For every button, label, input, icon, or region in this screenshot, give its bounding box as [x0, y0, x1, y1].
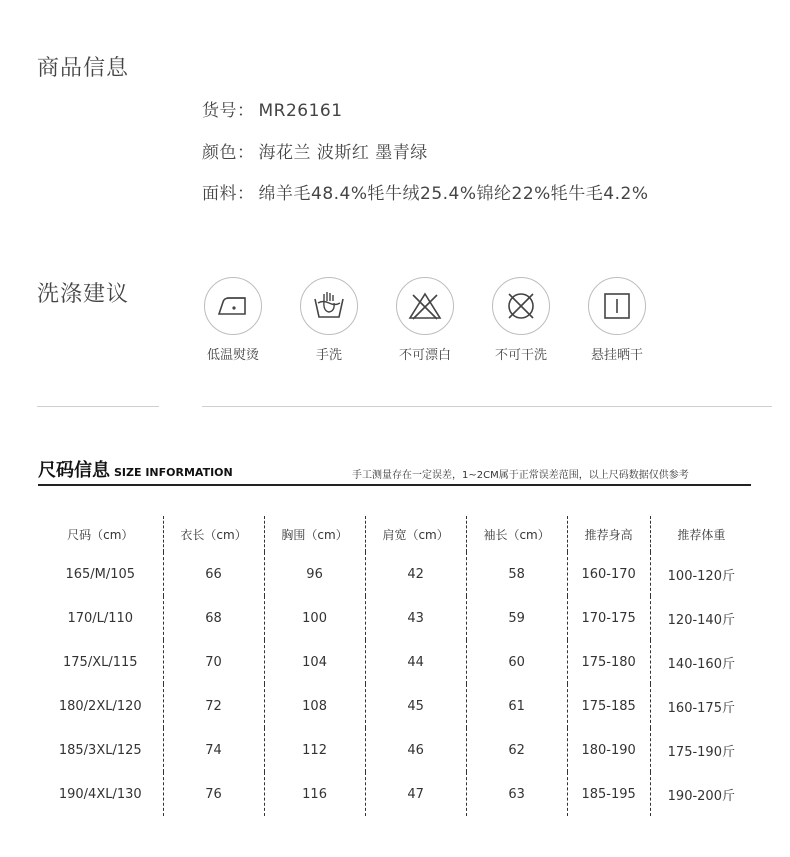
- table-cell: 175/XL/115: [63, 654, 138, 670]
- care-title: 洗涤建议: [37, 282, 130, 307]
- table-cell: 104: [264, 640, 365, 684]
- table-cell: 47: [365, 772, 466, 816]
- color-value: 海花兰 波斯红 墨青绿: [258, 143, 428, 163]
- table-cell: 100: [264, 596, 365, 640]
- table-row: [38, 728, 752, 772]
- size-title-text: 尺码信息: [38, 460, 110, 481]
- divider: [202, 406, 772, 407]
- table-cell: 45: [365, 684, 466, 728]
- header-height: 推荐身高: [567, 516, 650, 552]
- care-item-iron: [202, 277, 264, 363]
- table-cell: 70: [163, 640, 264, 684]
- no-bleach-icon: [396, 277, 454, 335]
- table-cell: 43: [365, 596, 466, 640]
- size-divider: [38, 484, 751, 486]
- table-row: [38, 640, 752, 684]
- care-item-handwash: [298, 277, 360, 363]
- color-line: [202, 138, 428, 163]
- table-cell: 175-185: [567, 684, 650, 728]
- size-table: [38, 516, 752, 816]
- care-item-nobleach: [394, 277, 456, 363]
- table-cell: 100-120斤: [650, 552, 752, 596]
- table-cell: 190-200斤: [650, 772, 752, 816]
- table-cell: 160-170: [567, 552, 650, 596]
- table-row: [38, 596, 752, 640]
- table-cell: 180-190: [567, 728, 650, 772]
- table-cell: 185-195: [567, 772, 650, 816]
- table-row: [38, 552, 752, 596]
- table-cell: 61: [466, 684, 567, 728]
- care-label: 悬挂晒干: [590, 348, 643, 363]
- table-cell: 180/2XL/120: [58, 698, 142, 714]
- table-cell: 60: [466, 640, 567, 684]
- table-cell: 120-140斤: [650, 596, 752, 640]
- size-info-title: [38, 456, 233, 482]
- table-cell: 170/L/110: [67, 610, 134, 626]
- divider: [37, 406, 159, 407]
- fabric-label: 面料：: [202, 184, 255, 204]
- table-header-row: [38, 516, 752, 552]
- fabric-line: [202, 179, 648, 204]
- header-sleeve: 袖长（cm）: [466, 516, 567, 552]
- table-cell: 66: [163, 552, 264, 596]
- table-cell: 175-190斤: [650, 728, 752, 772]
- table-cell: 68: [163, 596, 264, 640]
- table-cell: 160-175斤: [650, 684, 752, 728]
- table-cell: 96: [264, 552, 365, 596]
- item-number-line: [202, 96, 343, 121]
- size-subtitle: SIZE INFORMATION: [114, 466, 233, 479]
- table-cell: 170-175: [567, 596, 650, 640]
- table-cell: 175-180: [567, 640, 650, 684]
- table-cell: 112: [264, 728, 365, 772]
- table-cell: 140-160斤: [650, 640, 752, 684]
- table-cell: 76: [163, 772, 264, 816]
- low-temp-iron-icon: [204, 277, 262, 335]
- care-label: 手洗: [315, 348, 342, 363]
- table-cell: 63: [466, 772, 567, 816]
- table-cell: 108: [264, 684, 365, 728]
- fabric-value: 绵羊毛48.4%牦牛绒25.4%锦纶22%牦牛毛4.2%: [258, 184, 649, 204]
- item-number-value: MR26161: [258, 101, 343, 121]
- table-row: [38, 772, 752, 816]
- care-label: 不可干洗: [494, 348, 547, 363]
- table-cell: 190/4XL/130: [58, 786, 142, 802]
- table-cell: 116: [264, 772, 365, 816]
- table-cell: 59: [466, 596, 567, 640]
- color-label: 颜色：: [202, 143, 255, 163]
- table-cell: 74: [163, 728, 264, 772]
- care-label: 不可漂白: [398, 348, 451, 363]
- care-item-hangdry: [586, 277, 648, 363]
- table-cell: 58: [466, 552, 567, 596]
- hand-wash-icon: [300, 277, 358, 335]
- product-info-title: 商品信息: [37, 56, 130, 81]
- table-cell: 44: [365, 640, 466, 684]
- table-cell: 42: [365, 552, 466, 596]
- item-number-label: 货号：: [202, 101, 255, 121]
- table-row: [38, 684, 752, 728]
- care-label: 低温熨烫: [206, 348, 259, 363]
- table-cell: 62: [466, 728, 567, 772]
- hang-dry-icon: [588, 277, 646, 335]
- table-cell: 185/3XL/125: [58, 742, 142, 758]
- table-cell: 165/M/105: [65, 566, 136, 582]
- header-length: 衣长（cm）: [163, 516, 264, 552]
- header-size: 尺码（cm）: [67, 527, 134, 542]
- size-note: 手工测量存在一定误差，1~2CM属于正常误差范围，以上尺码数据仅供参考: [352, 470, 689, 481]
- table-cell: 46: [365, 728, 466, 772]
- care-item-nodryclean: [490, 277, 552, 363]
- no-tumble-dry-icon: [492, 277, 550, 335]
- header-weight: 推荐体重: [650, 516, 752, 552]
- header-shoulder: 肩宽（cm）: [365, 516, 466, 552]
- header-chest: 胸围（cm）: [264, 516, 365, 552]
- table-cell: 72: [163, 684, 264, 728]
